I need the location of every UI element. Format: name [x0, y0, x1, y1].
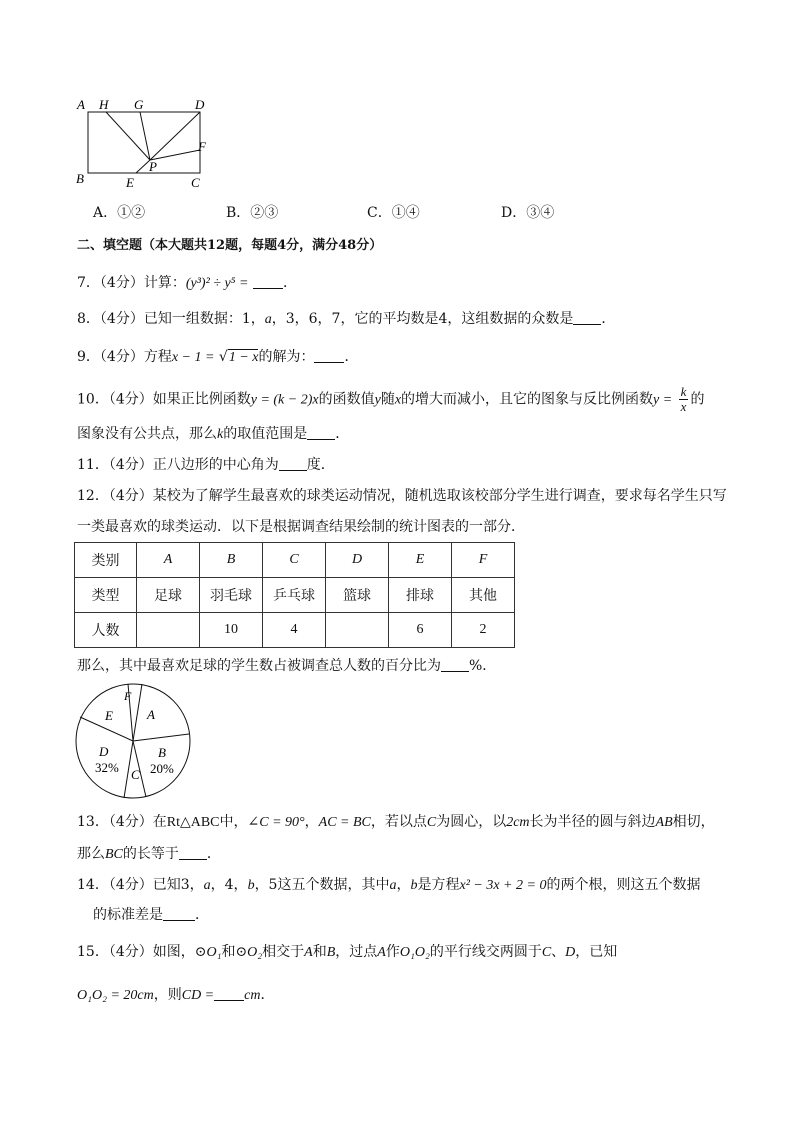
question-10: 10．（4分）如果正比例函数y = (k − 2)x的函数值y随x的增大而减小，且它的图象与反比例函数y = $\frac{k}{x}$ 的 — [77, 384, 705, 414]
answer-blank[interactable] — [307, 425, 335, 440]
slice-label-b: B — [158, 745, 166, 760]
question-12-after: 那么，其中最喜欢足球的学生数占被调查总人数的百分比为 %． — [77, 658, 497, 674]
answer-blank[interactable] — [441, 657, 469, 672]
question-10-line2: 图象没有公共点，那么k的取值范围是 ． — [77, 426, 350, 442]
table-cell: 乒乓球 — [263, 578, 326, 613]
question-8: 8．（4分）已知一组数据：1，a，3，6，7，它的平均数是4，这组数据的众数是 ． — [77, 311, 616, 327]
option-b: B．②③ — [226, 205, 279, 221]
table-cell: 排球 — [389, 578, 452, 613]
question-12-line1: 12．（4分）某校为了解学生最喜欢的球类运动情况，随机选取该校部分学生进行调查，要求每名学生只写 — [77, 488, 727, 504]
table-row — [75, 543, 515, 578]
answer-blank[interactable] — [279, 456, 307, 471]
statistics-table — [74, 542, 515, 648]
label-d: D — [195, 97, 205, 112]
question-13-line2: 那么BC的长等于 ． — [77, 846, 221, 862]
option-a: A．①② — [93, 205, 146, 221]
table-cell: 其他 — [452, 578, 515, 613]
label-f: F — [198, 139, 206, 154]
table-cell: 6 — [389, 613, 452, 648]
label-e: E — [126, 175, 134, 190]
answer-blank[interactable] — [253, 274, 283, 289]
label-a: A — [77, 97, 85, 112]
table-cell: 2 — [452, 613, 515, 648]
table-cell: 类别 — [75, 543, 137, 578]
slice-label-f: F — [124, 689, 132, 703]
table-cell: A — [137, 543, 200, 578]
fraction-k-over-x: $\frac{k}{x}$ — [680, 384, 687, 414]
pie-chart — [72, 680, 197, 805]
rectangle-figure — [70, 95, 220, 195]
answer-blank[interactable] — [163, 906, 195, 921]
table-cell: 4 — [263, 613, 326, 648]
table-cell: 篮球 — [326, 578, 389, 613]
slice-divider — [133, 734, 189, 741]
answer-blank[interactable] — [214, 986, 244, 1001]
slice-label-a: A — [147, 707, 155, 722]
table-cell — [137, 613, 200, 648]
question-12-line2: 一类最喜欢的球类运动．以下是根据调查结果绘制的统计图表的一部分． — [77, 519, 525, 535]
table-cell — [326, 613, 389, 648]
question-13: 13．（4分）在Rt△ABC中，∠C = 90°，AC = BC，若以点C为圆心，以2cm长为半径的圆与斜边AB相切， — [77, 814, 715, 830]
question-14: 14．（4分）已知3，a，4，b，5这五个数据，其中a，b是方程x² − 3x + 2 = 0的两个根，则这五个数据 — [77, 877, 701, 893]
table-cell: C — [263, 543, 326, 578]
table-cell: F — [452, 543, 515, 578]
table-cell: 类型 — [75, 578, 137, 613]
table-row — [75, 578, 515, 613]
label-h: H — [99, 97, 109, 112]
table-cell: 人数 — [75, 613, 137, 648]
label-c: C — [191, 175, 200, 190]
table-cell: D — [326, 543, 389, 578]
option-c: C．①④ — [367, 205, 420, 221]
question-15: 15．（4分）如图，⊙O₁和⊙O₂相交于A和B，过点A作O₁O₂的平行线交两圆于C、D，已知 — [77, 944, 618, 960]
label-p: P — [149, 159, 157, 174]
table-cell: E — [389, 543, 452, 578]
table-cell: B — [200, 543, 263, 578]
slice-value-b: 20% — [150, 761, 174, 776]
option-d: D．③④ — [501, 205, 555, 221]
question-15-line2: O₁O₂ = 20cm，则CD = cm． — [77, 987, 275, 1003]
table-cell: 10 — [200, 613, 263, 648]
answer-blank[interactable] — [314, 348, 344, 363]
table-cell: 羽毛球 — [200, 578, 263, 613]
question-11: 11．（4分）正八边形的中心角为 度． — [77, 457, 335, 473]
question-14-line2: 的标准差是 ． — [93, 907, 209, 923]
slice-divider — [133, 684, 142, 741]
q7-expression: (y³)² ÷ y⁵ = — [185, 276, 249, 291]
answer-blank[interactable] — [573, 310, 601, 325]
label-g: G — [134, 97, 144, 112]
section-heading: 二、填空题（本大题共12题，每题4分，满分48分） — [77, 238, 383, 253]
answer-blank[interactable] — [179, 845, 207, 860]
slice-label-c: C — [131, 767, 140, 782]
question-9: 9．（4分）方程x − 1 = √1 − x的解为： ． — [77, 349, 359, 365]
slice-value-d: 32% — [95, 760, 119, 775]
table-cell: 足球 — [137, 578, 200, 613]
label-b: B — [76, 171, 84, 186]
question-7: 7．（4分）计算：(y³)² ÷ y⁵ = ． — [77, 275, 297, 291]
table-row — [75, 613, 515, 648]
slice-label-e: E — [105, 708, 113, 723]
slice-label-d: D — [99, 744, 109, 759]
